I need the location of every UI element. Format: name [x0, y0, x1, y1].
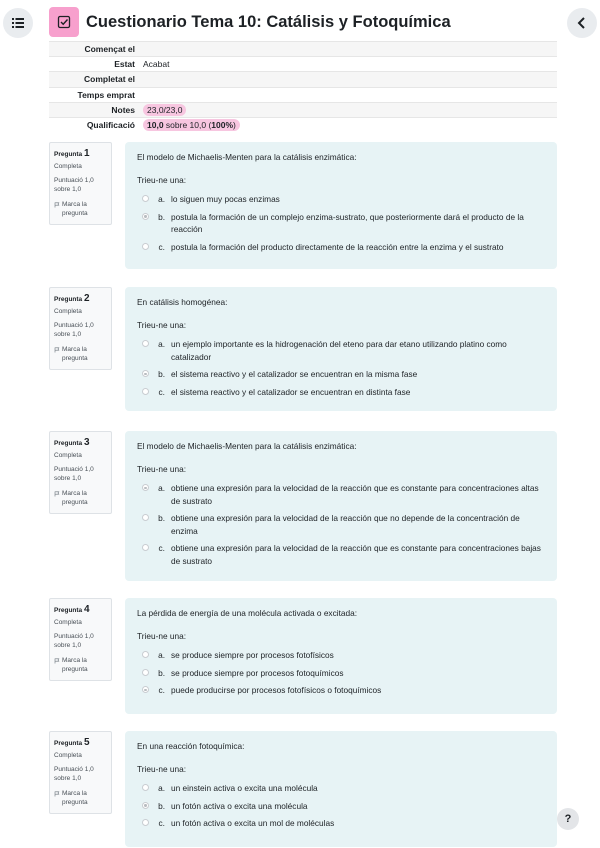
flag-label: Marca la pregunta: [62, 345, 88, 362]
summary-value: [139, 72, 557, 87]
question-grade: Puntuació 1,0 sobre 1,0: [54, 177, 94, 194]
question-text: El modelo de Michaelis-Menten para la catálisis enzimática:: [137, 152, 357, 162]
answer-option[interactable]: [137, 191, 545, 208]
summary-value: Acabat: [139, 57, 557, 72]
radio-button[interactable]: [142, 388, 149, 395]
question-text: La pérdida de energía de una molécula activada o excitada:: [137, 608, 358, 618]
question-info: [49, 731, 112, 814]
question-state: Completa: [54, 751, 82, 759]
radio-button[interactable]: [142, 370, 149, 377]
grade-close: ): [233, 120, 236, 131]
option-text: un fotón activa o excita una molécula: [171, 800, 308, 811]
answer-option[interactable]: [137, 238, 545, 255]
answer-prompt: Trieu-ne una:: [137, 631, 187, 642]
option-text: el sistema reactivo y el catalizador se encuentran en distinta fase: [171, 386, 411, 397]
flag-icon: [54, 202, 60, 208]
answer-option[interactable]: [137, 208, 545, 238]
option-text: lo siguen muy pocas enzimas: [171, 194, 280, 205]
option-letter: b.: [158, 800, 165, 811]
summary-value: [139, 87, 557, 102]
option-letter: c.: [158, 818, 165, 829]
summary-value: [139, 102, 557, 117]
question-number: [54, 603, 107, 617]
radio-button[interactable]: [142, 544, 149, 551]
question-number-value: 2: [83, 293, 90, 304]
option-letter: a.: [158, 339, 165, 350]
summary-value: [139, 42, 557, 57]
option-letter: a.: [158, 483, 165, 494]
option-letter: b.: [158, 513, 165, 524]
flag-label: Marca la pregunta: [62, 200, 88, 217]
list-icon: [11, 16, 25, 30]
attempt-summary-table: [49, 41, 557, 133]
option-letter: c.: [158, 685, 165, 696]
radio-button[interactable]: [142, 213, 149, 220]
option-text: obtiene una expresión para la velocidad de la reacción que es constante para concentraciones bajas de sustrato: [171, 543, 541, 566]
summary-label: Qualificació: [49, 117, 139, 132]
flag-question-link[interactable]: [54, 201, 107, 219]
summary-label: Començat el: [49, 42, 139, 57]
option-text: un fotón activa o excita un mol de moléculas: [171, 818, 335, 829]
summary-row: [49, 102, 557, 117]
option-letter: c.: [158, 386, 165, 397]
radio-button[interactable]: [142, 514, 149, 521]
question-number: [54, 436, 107, 450]
question-info: [49, 287, 112, 370]
answer-option[interactable]: [137, 682, 545, 699]
block-drawer-toggle-button[interactable]: [567, 8, 597, 38]
page-header: [49, 7, 451, 37]
question-content: [125, 431, 557, 581]
grade-percent: 100%: [211, 120, 234, 131]
answer-option[interactable]: [137, 664, 545, 681]
answer-prompt: Trieu-ne una:: [137, 175, 187, 186]
summary-row: [49, 117, 557, 132]
grade-text: sobre 10,0 (: [163, 120, 212, 131]
question-grade: Puntuació 1,0 sobre 1,0: [54, 766, 94, 783]
question-word: Pregunta: [54, 740, 83, 747]
question-info: [49, 598, 112, 681]
question-grade: Puntuació 1,0 sobre 1,0: [54, 633, 94, 650]
flag-icon: [54, 491, 60, 497]
question-state: Completa: [54, 618, 82, 626]
option-letter: a.: [158, 650, 165, 661]
radio-button[interactable]: [142, 651, 149, 658]
page-title: Cuestionario Tema 10: Catálisis y Fotoquímica: [86, 12, 451, 31]
radio-button[interactable]: [142, 484, 149, 491]
question-text: En catálisis homogénea:: [137, 297, 228, 307]
question-text: En una reacción fotoquímica:: [137, 741, 245, 751]
question-info: [49, 431, 112, 514]
option-letter: b.: [158, 369, 165, 380]
question-state: Completa: [54, 451, 82, 459]
question-content: [125, 287, 557, 411]
question-state: Completa: [54, 307, 82, 315]
flag-icon: [54, 658, 60, 664]
answer-prompt: Trieu-ne una:: [137, 764, 187, 775]
grade-value: 10,0: [147, 120, 164, 131]
summary-value: [139, 117, 557, 132]
radio-button[interactable]: [142, 686, 149, 693]
flag-question-link[interactable]: [54, 490, 107, 508]
option-text: el sistema reactivo y el catalizador se encuentran en la misma fase: [171, 369, 418, 380]
flag-label: Marca la pregunta: [62, 789, 88, 806]
flag-question-link[interactable]: [54, 346, 107, 364]
question-content: [125, 731, 557, 847]
question-word: Pregunta: [54, 151, 83, 158]
question-number: [54, 292, 107, 306]
question-number-value: 3: [83, 437, 90, 448]
option-text: postula la formación del producto directamente de la reacción entre la enzima y el sustrato: [171, 241, 504, 252]
flag-icon: [54, 791, 60, 797]
question-number-value: 5: [83, 737, 90, 748]
option-text: se produce siempre por procesos fotoquímicos: [171, 667, 344, 678]
option-text: puede producirse por procesos fotofísicos o fotoquímicos: [171, 685, 382, 696]
answer-option[interactable]: [137, 647, 545, 664]
option-letter: c.: [158, 241, 165, 252]
question-word: Pregunta: [54, 296, 83, 303]
option-letter: b.: [158, 667, 165, 678]
question-text: El modelo de Michaelis-Menten para la catálisis enzimática:: [137, 441, 357, 451]
quiz-checkbox-icon: [49, 7, 79, 37]
chevron-left-icon: [575, 16, 589, 30]
marks-badge: 23,0/23,0: [143, 104, 186, 116]
question-word: Pregunta: [54, 440, 83, 447]
option-text: obtiene una expresión para la velocidad de la reacción que no depende de la concentración de enzima: [171, 513, 520, 536]
radio-button[interactable]: [142, 243, 149, 250]
answer-option[interactable]: [137, 815, 545, 832]
radio-button[interactable]: [142, 819, 149, 826]
radio-button[interactable]: [142, 784, 149, 791]
radio-button[interactable]: [142, 669, 149, 676]
question-number: [54, 147, 107, 161]
flag-label: Marca la pregunta: [62, 489, 88, 506]
answer-option[interactable]: [137, 480, 545, 510]
flag-question-link[interactable]: [54, 657, 107, 675]
answer-option[interactable]: [137, 797, 545, 814]
answer-option[interactable]: [137, 366, 545, 383]
option-letter: c.: [158, 543, 165, 554]
option-text: un ejemplo importante es la hidrogenación del eteno para dar etano utilizando platino como catalizador: [171, 339, 507, 362]
option-letter: b.: [158, 211, 165, 222]
answer-option[interactable]: [137, 383, 545, 400]
flag-icon: [54, 347, 60, 353]
answer-option[interactable]: [137, 510, 545, 540]
summary-label: Temps emprat: [49, 87, 139, 102]
question-content: [125, 142, 557, 269]
question-info: [49, 142, 112, 225]
option-text: se produce siempre por procesos fotofísicos: [171, 650, 334, 661]
question-number-value: 1: [83, 148, 90, 159]
answer-option[interactable]: [137, 780, 545, 797]
question-state: Completa: [54, 162, 82, 170]
flag-question-link[interactable]: [54, 790, 107, 808]
question-word: Pregunta: [54, 607, 83, 614]
question-number-value: 4: [83, 604, 90, 615]
grade-badge: [143, 119, 240, 131]
question-grade: Puntuació 1,0 sobre 1,0: [54, 322, 94, 339]
summary-row: [49, 87, 557, 102]
radio-button[interactable]: [142, 340, 149, 347]
summary-row: [49, 42, 557, 57]
flag-label: Marca la pregunta: [62, 656, 88, 673]
question-number: [54, 736, 107, 750]
summary-row: [49, 57, 557, 72]
question-content: [125, 598, 557, 714]
course-index-toggle-button[interactable]: [3, 8, 33, 38]
summary-label: Notes: [49, 102, 139, 117]
option-text: postula la formación de un complejo enzima-sustrato, que posteriormente dará el producto de la reacción: [171, 211, 524, 235]
answer-prompt: Trieu-ne una:: [137, 320, 187, 331]
option-letter: a.: [158, 783, 165, 794]
answer-prompt: Trieu-ne una:: [137, 464, 187, 475]
radio-button[interactable]: [142, 802, 149, 809]
answer-option[interactable]: [137, 336, 545, 366]
summary-label: Estat: [49, 57, 139, 72]
answer-option[interactable]: [137, 540, 545, 570]
radio-button[interactable]: [142, 195, 149, 202]
option-text: obtiene una expresión para la velocidad de la reacción que es constante para concentraciones altas de sustrato: [171, 483, 539, 506]
summary-row: [49, 72, 557, 87]
summary-label: Completat el: [49, 72, 139, 87]
option-letter: a.: [158, 194, 165, 205]
help-button[interactable]: ?: [557, 808, 579, 830]
option-text: un einstein activa o excita una molécula: [171, 783, 318, 794]
question-grade: Puntuació 1,0 sobre 1,0: [54, 466, 94, 483]
